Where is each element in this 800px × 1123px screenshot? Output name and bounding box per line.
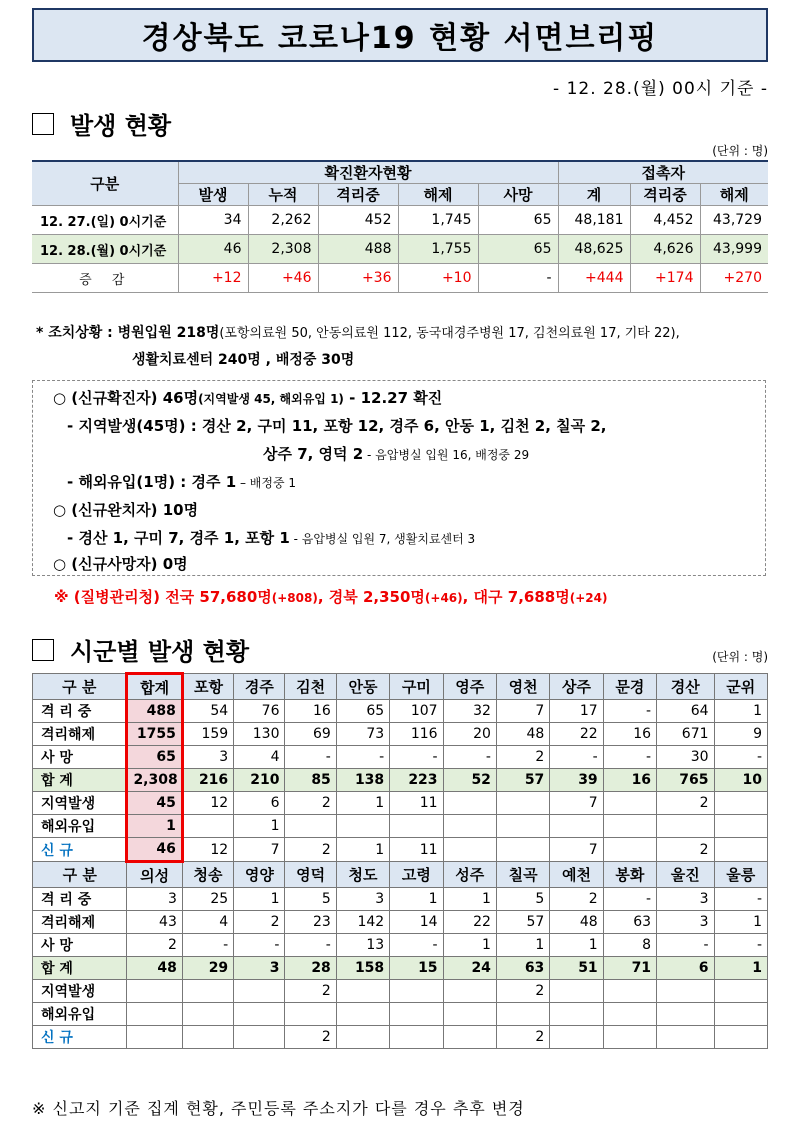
table-cell: 28 [285,957,336,980]
table-cell: 71 [603,957,656,980]
table-cell [550,1003,603,1026]
row-label: 격 리 중 [33,700,127,723]
table-cell: - [478,264,558,293]
subheader-cell: 사망 [478,184,558,206]
table-cell: - [603,746,656,769]
checkbox-square-icon [32,639,54,661]
table-cell: 22 [550,723,603,746]
header-cell: 구 분 [33,674,127,700]
table-cell: 1 [336,792,389,815]
table-cell: 29 [182,957,233,980]
header-cell: 합계 [127,674,182,700]
table-cell: 85 [285,769,336,792]
table-cell: 14 [390,911,443,934]
table-cell: 2 [127,934,182,957]
table-cell: 1 [443,888,496,911]
table-cell: 51 [550,957,603,980]
table-row [33,700,768,723]
table-cell: 65 [336,700,389,723]
unit-label: (단위 : 명) [712,144,768,158]
table-cell: 57 [496,911,549,934]
summary-box [32,380,766,576]
table-cell: 24 [443,957,496,980]
table-cell: 11 [390,792,443,815]
table-cell: 3 [657,888,714,911]
summary-confirmed-date: - 12.27 확진 [343,389,443,407]
table-cell: 2,308 [127,769,182,792]
summary-local-line2: 상주 7, 영덕 2 [263,445,364,463]
table-cell [127,1026,182,1049]
header-cell: 안동 [336,674,389,700]
table-cell [336,980,389,1003]
table-cell: 69 [285,723,336,746]
table-cell: 5 [496,888,549,911]
table-cell: 45 [127,792,182,815]
table-cell: 4,452 [630,206,700,235]
table-cell: 48 [127,957,182,980]
table-cell: 4,626 [630,235,700,264]
subheader-cell: 누적 [248,184,318,206]
table-cell: 25 [182,888,233,911]
national-line [54,586,607,607]
table-cell [390,980,443,1003]
table-cell: - [550,746,603,769]
table-cell [714,838,767,862]
table-cell: 48,625 [558,235,630,264]
header-cell: 군위 [714,674,767,700]
table-cell [714,792,767,815]
row-label: 신 규 [33,1026,127,1049]
table-cell: 30 [657,746,714,769]
table-cell [234,1026,285,1049]
table-cell: 138 [336,769,389,792]
header-cell: 청송 [182,862,233,888]
table-cell: - [443,746,496,769]
table-row [33,1026,768,1049]
table-cell: 2 [285,1026,336,1049]
table-cell: 7 [234,838,285,862]
national-total: ※ (질병관리청) 전국 57,680명 [54,588,272,606]
table-header-row [33,674,768,700]
table-cell: 16 [603,769,656,792]
table-row [33,957,768,980]
table-cell: 1 [234,815,285,838]
header-cell: 영천 [496,674,549,700]
row-label: 합 계 [33,769,127,792]
table-cell: - [603,700,656,723]
header-cell: 포항 [182,674,233,700]
table-cell [182,1026,233,1049]
table-cell [182,1003,233,1026]
section-heading-occurrence [32,106,171,141]
table-row [33,1003,768,1026]
table-cell [336,1026,389,1049]
table-cell [127,980,182,1003]
table-cell [390,1026,443,1049]
table-cell [182,815,233,838]
national-total-change: (+808) [271,591,318,605]
table-cell: 116 [390,723,443,746]
table-cell [443,792,496,815]
table-cell [603,815,656,838]
measures-line2: 생활치료센터 240명 , 배정중 30명 [132,352,355,368]
section-heading-text: 발생 현황 [70,112,172,140]
table-cell [443,1003,496,1026]
table-cell: 3 [182,746,233,769]
table-cell [127,1003,182,1026]
header-cell: 구미 [390,674,443,700]
table-cell: 2,262 [248,206,318,235]
table-cell [443,815,496,838]
measures-line1-bold: * 조치상황 : 병원입원 218명 [36,325,220,341]
date-line: - 12. 28.(월) 00시 기준 - [553,79,768,99]
table-cell: +270 [700,264,768,293]
table-cell: - [285,934,336,957]
table-cell: 73 [336,723,389,746]
row-label: 해외유입 [33,815,127,838]
table-cell [714,1026,767,1049]
header-cell: 고령 [390,862,443,888]
table-row [33,792,768,815]
header-cell: 영주 [443,674,496,700]
subheader-cell: 해제 [398,184,478,206]
row-label: 증 감 [32,264,178,293]
table-cell: 1 [714,957,767,980]
table-header-row [33,862,768,888]
table-cell [550,815,603,838]
section-heading-text: 시군별 발생 현황 [70,638,249,666]
table-cell: 216 [182,769,233,792]
table-cell: 2 [550,888,603,911]
summary-new-confirmed: ○ (신규확진자) 46명 [53,389,199,407]
table-cell: 6 [657,957,714,980]
table-cell: 2 [496,980,549,1003]
table-cell: 2 [657,838,714,862]
table-cell: 20 [443,723,496,746]
table-cell [550,980,603,1003]
header-category: 구분 [32,161,178,206]
table-cell: 64 [657,700,714,723]
table-cell: +174 [630,264,700,293]
table-cell [336,815,389,838]
table-cell: - [603,888,656,911]
table-cell: 10 [714,769,767,792]
table-cell: - [714,746,767,769]
table-cell: 48,181 [558,206,630,235]
table-cell [443,838,496,862]
table-cell: 2 [496,746,549,769]
row-label: 격 리 중 [33,888,127,911]
header-cell: 영양 [234,862,285,888]
table-cell: 23 [285,911,336,934]
footer-note: ※ 신고지 기준 집계 현황, 주민등록 주소지가 다를 경우 추후 변경 [32,1099,525,1118]
table-cell: 671 [657,723,714,746]
table-cell: 65 [127,746,182,769]
table-cell: 1 [714,700,767,723]
table-cell [496,838,549,862]
table-row [33,888,768,911]
row-label: 해외유입 [33,1003,127,1026]
table-cell: 2,308 [248,235,318,264]
header-cell: 문경 [603,674,656,700]
table-cell: - [390,934,443,957]
table-cell: 17 [550,700,603,723]
summary-recovered: ○ (신규완치자) 10명 [53,501,199,519]
table-cell: 130 [234,723,285,746]
gyeongbuk-change: (+46) [424,591,463,605]
table-cell: 52 [443,769,496,792]
table-cell: 3 [336,888,389,911]
table-cell: +36 [318,264,398,293]
subheader-cell: 격리중 [630,184,700,206]
summary-deaths: ○ (신규사망자) 0명 [53,555,188,573]
table-cell: 12 [182,792,233,815]
table-cell: 3 [234,957,285,980]
summary-recovered-detail: - 음압병실 입원 7, 생활치료센터 3 [289,532,476,546]
header-cell: 영덕 [285,862,336,888]
row-label: 신 규 [33,838,127,862]
header-cell: 칠곡 [496,862,549,888]
page-title: 경상북도 코로나19 현황 서면브리핑 [32,8,768,62]
table-cell: 1755 [127,723,182,746]
table-cell: 1 [336,838,389,862]
table-cell: 34 [178,206,248,235]
table-cell: 5 [285,888,336,911]
status-table [32,160,768,293]
row-label: 합 계 [33,957,127,980]
table-cell [603,838,656,862]
header-cell: 성주 [443,862,496,888]
table-cell: 65 [478,235,558,264]
table-cell: +46 [248,264,318,293]
table-cell: 210 [234,769,285,792]
table-cell: 7 [550,792,603,815]
row-label: 12. 28.(월) 0시기준 [32,235,178,264]
table-cell [336,1003,389,1026]
daegu-total: , 대구 7,688명 [462,588,570,606]
table-cell: 1 [496,934,549,957]
table-cell [657,1026,714,1049]
table-cell [390,815,443,838]
table-cell: 16 [285,700,336,723]
table-cell: 488 [318,235,398,264]
header-cell: 예천 [550,862,603,888]
table-row [33,723,768,746]
table-row [33,746,768,769]
regional-table [32,672,768,1049]
table-cell: 63 [496,957,549,980]
table-cell [603,792,656,815]
table-cell: 13 [336,934,389,957]
row-label: 사 망 [33,934,127,957]
table-cell [603,980,656,1003]
table-cell: 2 [657,792,714,815]
table-cell: 1 [550,934,603,957]
header-cell: 울진 [657,862,714,888]
table-cell: 16 [603,723,656,746]
table-cell: 2 [234,911,285,934]
header-cell: 울릉 [714,862,767,888]
table-cell: 7 [550,838,603,862]
table-cell: 32 [443,700,496,723]
header-cell: 구 분 [33,862,127,888]
table-cell [285,815,336,838]
table-cell: 1 [714,911,767,934]
table-cell: 223 [390,769,443,792]
table-cell [285,1003,336,1026]
table-cell: 46 [127,838,182,862]
table-cell [603,1026,656,1049]
header-cell: 김천 [285,674,336,700]
header-cell: 의성 [127,862,182,888]
header-cell: 상주 [550,674,603,700]
table-cell: 142 [336,911,389,934]
table-cell [496,815,549,838]
header-cell: 경주 [234,674,285,700]
table-cell: 15 [390,957,443,980]
row-label: 지역발생 [33,792,127,815]
table-cell: 8 [603,934,656,957]
table-cell: 54 [182,700,233,723]
table-cell: 2 [496,1026,549,1049]
subheader-cell: 격리중 [318,184,398,206]
table-cell [234,1003,285,1026]
table-cell: 4 [182,911,233,934]
table-cell: 3 [127,888,182,911]
header-cell: 청도 [336,862,389,888]
table-row [33,769,768,792]
summary-overseas-detail: – 배정중 1 [236,476,296,490]
table-cell: 65 [478,206,558,235]
row-label: 격리해제 [33,911,127,934]
table-cell: 76 [234,700,285,723]
table-cell: +444 [558,264,630,293]
table-cell: 57 [496,769,549,792]
subheader-cell: 계 [558,184,630,206]
table-cell: - [714,934,767,957]
table-cell: 452 [318,206,398,235]
row-label: 격리해제 [33,723,127,746]
table-cell: 11 [390,838,443,862]
gyeongbuk-total: , 경북 2,350명 [317,588,425,606]
table-cell: 2 [285,980,336,1003]
table-cell: 12 [182,838,233,862]
summary-recovered-regions: - 경산 1, 구미 7, 경주 1, 포항 1 [67,529,290,547]
table-cell: 158 [336,957,389,980]
unit-label-regional: (단위 : 명) [712,650,768,664]
table-cell: 2 [285,838,336,862]
table-cell: 1,745 [398,206,478,235]
table-cell: 1 [390,888,443,911]
header-cell: 봉화 [603,862,656,888]
table-cell [182,980,233,1003]
table-cell [550,1026,603,1049]
table-cell [443,1026,496,1049]
table-cell: - [336,746,389,769]
table-row [33,980,768,1003]
table-cell [714,815,767,838]
table-cell: 46 [178,235,248,264]
daegu-change: (+24) [569,591,608,605]
table-cell: 765 [657,769,714,792]
table-cell: 1 [443,934,496,957]
table-cell: 4 [234,746,285,769]
table-row [33,934,768,957]
table-cell: - [182,934,233,957]
table-cell [657,815,714,838]
table-cell [714,980,767,1003]
table-cell: - [390,746,443,769]
summary-local-hospital: - 음압병실 입원 16, 배정중 29 [363,448,530,462]
table-cell: +12 [178,264,248,293]
summary-local-line: - 지역발생(45명) : 경산 2, 구미 11, 포항 12, 경주 6, 안동 1, 김천 2, 칠곡 2, [67,417,607,435]
table-cell: 2 [285,792,336,815]
table-cell: 7 [496,700,549,723]
table-cell: - [714,888,767,911]
table-cell: +10 [398,264,478,293]
table-cell [496,1003,549,1026]
table-cell [714,1003,767,1026]
checkbox-square-icon [32,113,54,135]
table-row [33,815,768,838]
table-cell [443,980,496,1003]
table-cell: 1 [234,888,285,911]
summary-overseas: - 해외유입(1명) : 경주 1 [67,473,237,491]
table-cell: 43,729 [700,206,768,235]
table-cell [657,980,714,1003]
row-label: 사 망 [33,746,127,769]
header-cell: 경산 [657,674,714,700]
subheader-cell: 발생 [178,184,248,206]
measures-line1-rest: (포항의료원 50, 안동의료원 112, 동국대경주병원 17, 김천의료원 17, 기타 22), [219,326,680,341]
table-cell: 48 [496,723,549,746]
table-cell: 48 [550,911,603,934]
measures-note [36,320,680,374]
table-cell: 63 [603,911,656,934]
table-cell: 1 [127,815,182,838]
table-cell [603,1003,656,1026]
table-cell: 1,755 [398,235,478,264]
table-cell [234,980,285,1003]
header-confirmed-group: 확진환자현황 [178,161,558,184]
table-cell: 22 [443,911,496,934]
table-cell: 488 [127,700,182,723]
table-cell: 9 [714,723,767,746]
table-cell: - [657,934,714,957]
row-label: 지역발생 [33,980,127,1003]
summary-new-confirmed-detail: (지역발생 45, 해외유입 1) [198,392,344,406]
table-cell [657,1003,714,1026]
table-cell: 159 [182,723,233,746]
subheader-cell: 해제 [700,184,768,206]
table-cell: - [234,934,285,957]
table-cell: 107 [390,700,443,723]
table-cell: 39 [550,769,603,792]
table-row [33,911,768,934]
table-row [33,838,768,862]
table-cell: 43,999 [700,235,768,264]
table-cell: - [285,746,336,769]
row-label: 12. 27.(일) 0시기준 [32,206,178,235]
header-contact-group: 접촉자 [558,161,768,184]
table-cell [390,1003,443,1026]
table-cell: 43 [127,911,182,934]
table-cell: 3 [657,911,714,934]
section-heading-regional [32,632,249,667]
table-cell [496,792,549,815]
table-cell: 6 [234,792,285,815]
